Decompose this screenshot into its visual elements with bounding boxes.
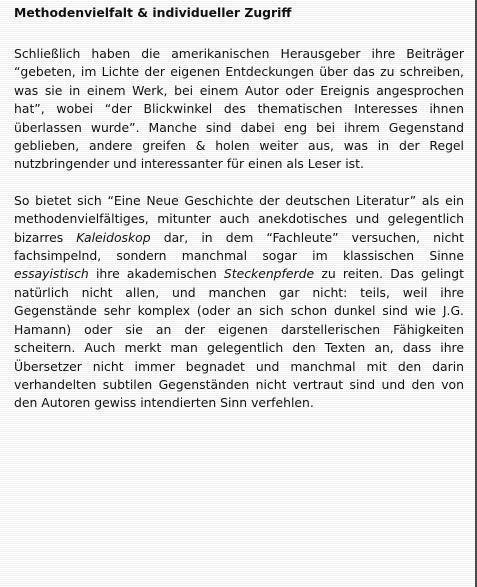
emphasis-kaleidoskop: Kaleidoskop	[76, 229, 151, 245]
article-heading: Methodenvielfalt & individueller Zugriff	[14, 5, 292, 20]
article	[14, 0, 464, 413]
paragraph-2-text-3: ihre akademischen	[88, 266, 224, 282]
emphasis-essayistisch: essayistisch	[14, 266, 89, 282]
emphasis-steckenpferde: Steckenpferde	[223, 266, 315, 282]
paragraph-2-text-4: zu reiten. Das gelingt natürlich nicht allen, und manchen gar nicht: teils, weil ihre Gegenstände sehr komplex (oder an sich schon dunkel sind wie J.G. Hamann) oder sie an der eigenen darstellerischen Fähigkeiten scheitern. Auch merkt man gelegentlich den Texten an, dass ihre Übersetzer nicht immer begnadet und manchmal mit den darin verhandelten subtilen Gegenständen nicht vertraut sind und den von den Autoren gewiss intendierten Sinn verfehlen.	[14, 266, 464, 411]
article-paragraph-1: Schließlich haben die amerikanischen Herausgeber ihre Beiträger “gebeten, im Lichte der eigenen Entdeckungen über das zu schreiben, was sie in einem Werk, bei einem Autor oder Ereignis angesprochen hat”, wobei “der Blickwinkel des thematischen Interesses ihnen überlassen wurde”. Manche sind dabei eng bei ihrem Gegenstand geblieben, andere greifen & holen weiter aus, was in der Regel nutzbringender und interessanter für einen als Leser ist.	[14, 46, 464, 172]
paragraph-2-text-1: So bietet sich “Eine Neue Geschichte der deutschen Literatur” als ein methodenvielfältiges, mitunter auch anekdotisches und gelegentlich bizarres	[14, 192, 464, 245]
paragraph-2-text-2: dar, in dem “Fachleute” versuchen, nicht fachsimpelnd, sondern manchmal sogar im klassischen Sinne	[14, 229, 464, 264]
article-paragraph-2	[14, 192, 464, 413]
